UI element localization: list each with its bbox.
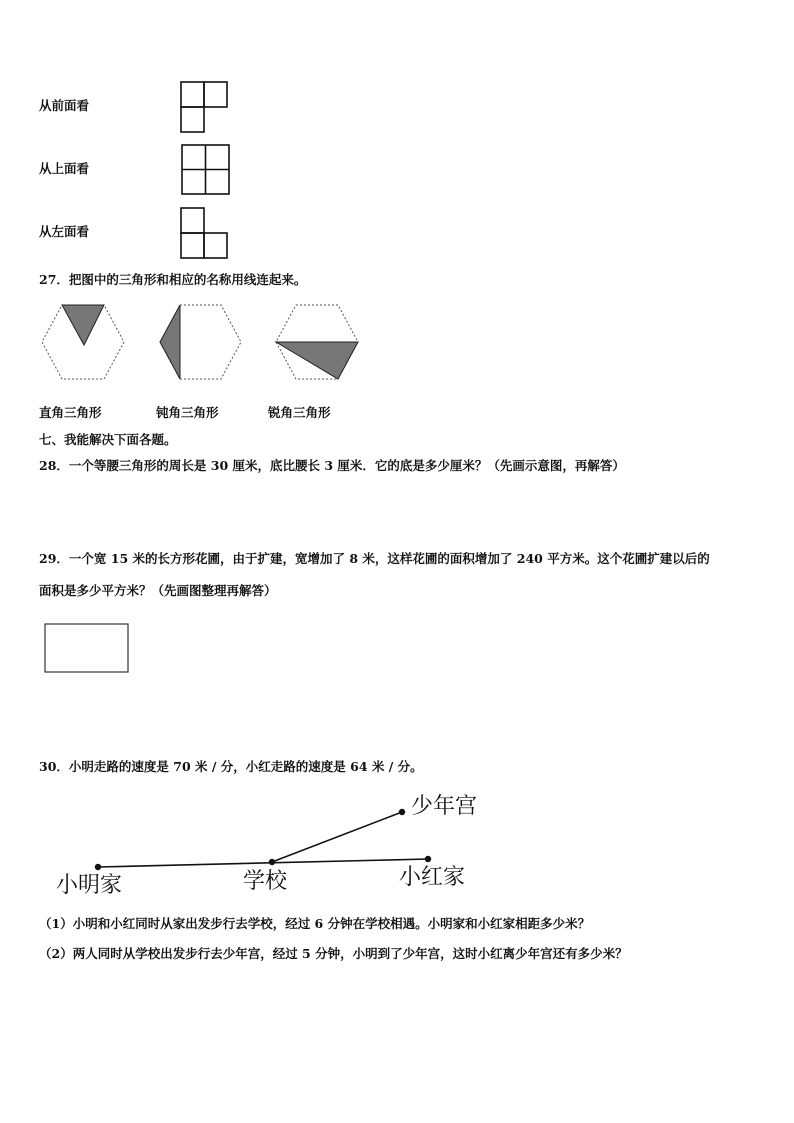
question-28: 28．一个等腰三角形的周长是 30 厘米，底比腰长 3 厘米．它的底是多少厘米？（先画示意图，再解答）: [39, 458, 625, 473]
palace-dot: [399, 809, 405, 815]
question-29-line1: 29．一个宽 15 米的长方形花圃，由于扩建，宽增加了 8 米，这样花圃的面积增加了 240 平方米。这个花圃扩建以后的: [39, 551, 710, 566]
map-label-palace: 少年宫: [411, 794, 478, 819]
xiaoming-home-dot: [95, 864, 101, 870]
map-label-xiaoming-home: 小明家: [56, 873, 123, 898]
front-view-figure: [181, 82, 227, 132]
route-map: [98, 812, 428, 867]
garden-rectangle: [45, 624, 128, 672]
school-dot: [269, 859, 275, 865]
xiaohong-home-dot: [425, 856, 431, 862]
view-label-front: 从前面看: [39, 98, 90, 113]
question-30-sub2: （2）两人同时从学校出发步行去少年宫，经过 5 分钟，小明到了少年宫，这时小红离少年宫还有多少米？: [39, 946, 628, 961]
hexagon-3: [276, 305, 358, 379]
hexagon-1: [42, 305, 124, 379]
label-acute-triangle: 锐角三角形: [268, 405, 331, 420]
question-30: 30．小明走路的速度是 70 米 / 分，小红走路的速度是 64 米 / 分。: [39, 759, 423, 774]
question-30-sub1: （1）小明和小红同时从家出发步行去学校，经过 6 分钟在学校相遇。小明家和小红家相距多少米？: [39, 916, 591, 931]
label-obtuse-triangle: 钝角三角形: [156, 405, 219, 420]
left-view-figure: [181, 208, 227, 258]
map-label-school: 学校: [243, 869, 288, 894]
question-29-line2: 面积是多少平方米？（先画图整理再解答）: [39, 583, 277, 598]
top-view-figure: [182, 145, 229, 194]
label-right-triangle: 直角三角形: [39, 405, 102, 420]
map-label-xiaohong-home: 小红家: [399, 865, 466, 890]
hexagon-2: [160, 305, 241, 379]
view-label-left: 从左面看: [39, 224, 90, 239]
view-label-top: 从上面看: [39, 161, 90, 176]
question-27: 27．把图中的三角形和相应的名称用线连起来。: [39, 272, 307, 287]
section-7-heading: 七、我能解决下面各题。: [39, 432, 177, 447]
